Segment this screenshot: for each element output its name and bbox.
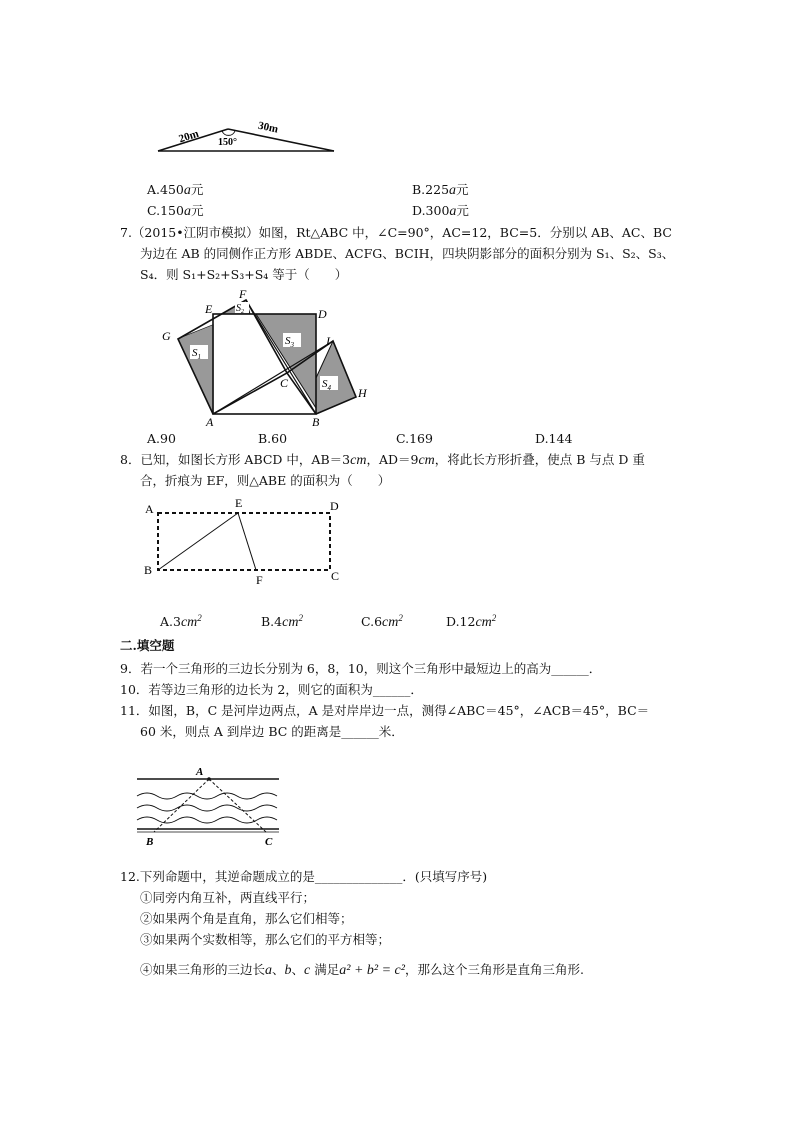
q6-option-b: B.225a元 — [412, 182, 469, 198]
q7-line-1: 7.（2015•江阴市模拟）如图，Rt△ABC 中，∠C=90°，AC=12，BC=5．分别以 AB、AC、BC — [120, 225, 672, 240]
label-a: A — [196, 766, 204, 778]
q8-option-b: $B.4cm^2$ — [261, 613, 303, 631]
wave-3 — [137, 817, 277, 823]
q6-option-d: D.300a元 — [412, 203, 469, 219]
q8-line-1: 8．已知，如图长方形 ABCD 中，AB＝3cm，AD＝9cm，将此长方形折叠，使点 B 与点 D 重 — [120, 452, 645, 468]
q12-item-4: ④如果三角形的三边长a、b、c 满足a² + b² = c²，那么这个三角形是直角三角形. — [140, 962, 584, 978]
label-h: H — [358, 386, 367, 400]
q8-option-a: $A.3cm^2$ — [160, 613, 202, 631]
q10-text: 10．若等边三角形的边长为 2，则它的面积为______． — [120, 682, 423, 697]
label-b: B — [146, 836, 154, 848]
label-d: D — [318, 307, 327, 321]
label-e: E — [205, 302, 213, 316]
label-e: E — [235, 496, 243, 510]
section-title: 二.填空题 — [120, 638, 175, 653]
label-s4: $S_4$ — [322, 378, 331, 392]
q12-item-1: ①同旁内角互补，两直线平行； — [140, 890, 316, 905]
q12-item-2: ②如果两个角是直角，那么它们相等； — [140, 911, 353, 926]
q7-option-a: A.90 — [147, 431, 176, 446]
label-s2: $S_2$ — [236, 303, 244, 315]
label-a: A — [206, 415, 214, 429]
q11-line-2: 60 米，则点 A 到岸边 BC 的距离是______米． — [140, 724, 404, 739]
label-g: G — [162, 329, 171, 343]
q7-line-3: S₄．则 S₁+S₂+S₃+S₄ 等于（ ） — [140, 267, 348, 282]
label-d: D — [330, 499, 339, 513]
q7-option-b: B.60 — [258, 431, 288, 446]
q8-line-2: 合，折痕为 EF，则△ABE 的面积为（ ） — [140, 473, 391, 488]
q7-line-2: 为边在 AB 的同侧作正方形 ABDE、ACFG、BCIH，四块阴影部分的面积分别为 S₁、S₂、S₃、 — [140, 246, 675, 261]
label-150-degrees: 150° — [218, 137, 237, 148]
label-f: F — [239, 287, 247, 301]
segment-ac — [209, 779, 266, 832]
label-c: C — [280, 376, 289, 390]
wave-2 — [137, 805, 277, 811]
q8-option-d: $D.12cm^2$ — [446, 613, 497, 631]
label-s1: $S_1$ — [192, 347, 201, 361]
q12-item-3: ③如果两个实数相等，那么它们的平方相等； — [140, 932, 391, 947]
q6-option-a: A.450a元 — [147, 182, 204, 198]
q8-option-c: $C.6cm^2$ — [361, 613, 403, 631]
label-c: C — [331, 569, 340, 583]
label-b: B — [144, 563, 153, 577]
label-s3: $S_3$ — [285, 335, 294, 349]
point-a — [207, 777, 211, 781]
label-30m: 30m — [257, 119, 280, 136]
q6-option-c: C.150a元 — [147, 203, 204, 219]
q11-line-1: 11．如图，B，C 是河岸边两点，A 是对岸岸边一点，测得∠ABC＝45°，∠ACB＝45°，BC＝ — [120, 703, 650, 718]
wave-1 — [137, 793, 277, 799]
q7-option-c: C.169 — [396, 431, 433, 446]
q7-option-d: D.144 — [535, 431, 573, 446]
label-a: A — [145, 502, 154, 516]
label-20m: 20m — [177, 127, 201, 146]
label-i: I — [326, 334, 330, 348]
label-c: C — [265, 836, 273, 848]
label-f: F — [256, 573, 263, 587]
q9-text: 9．若一个三角形的三边长分别为 6，8，10，则这个三角形中最短边上的高为______． — [120, 661, 602, 676]
label-b: B — [312, 415, 320, 429]
q12-line-1: 12.下列命题中，其逆命题成立的是______________．(只填写序号) — [120, 869, 488, 884]
